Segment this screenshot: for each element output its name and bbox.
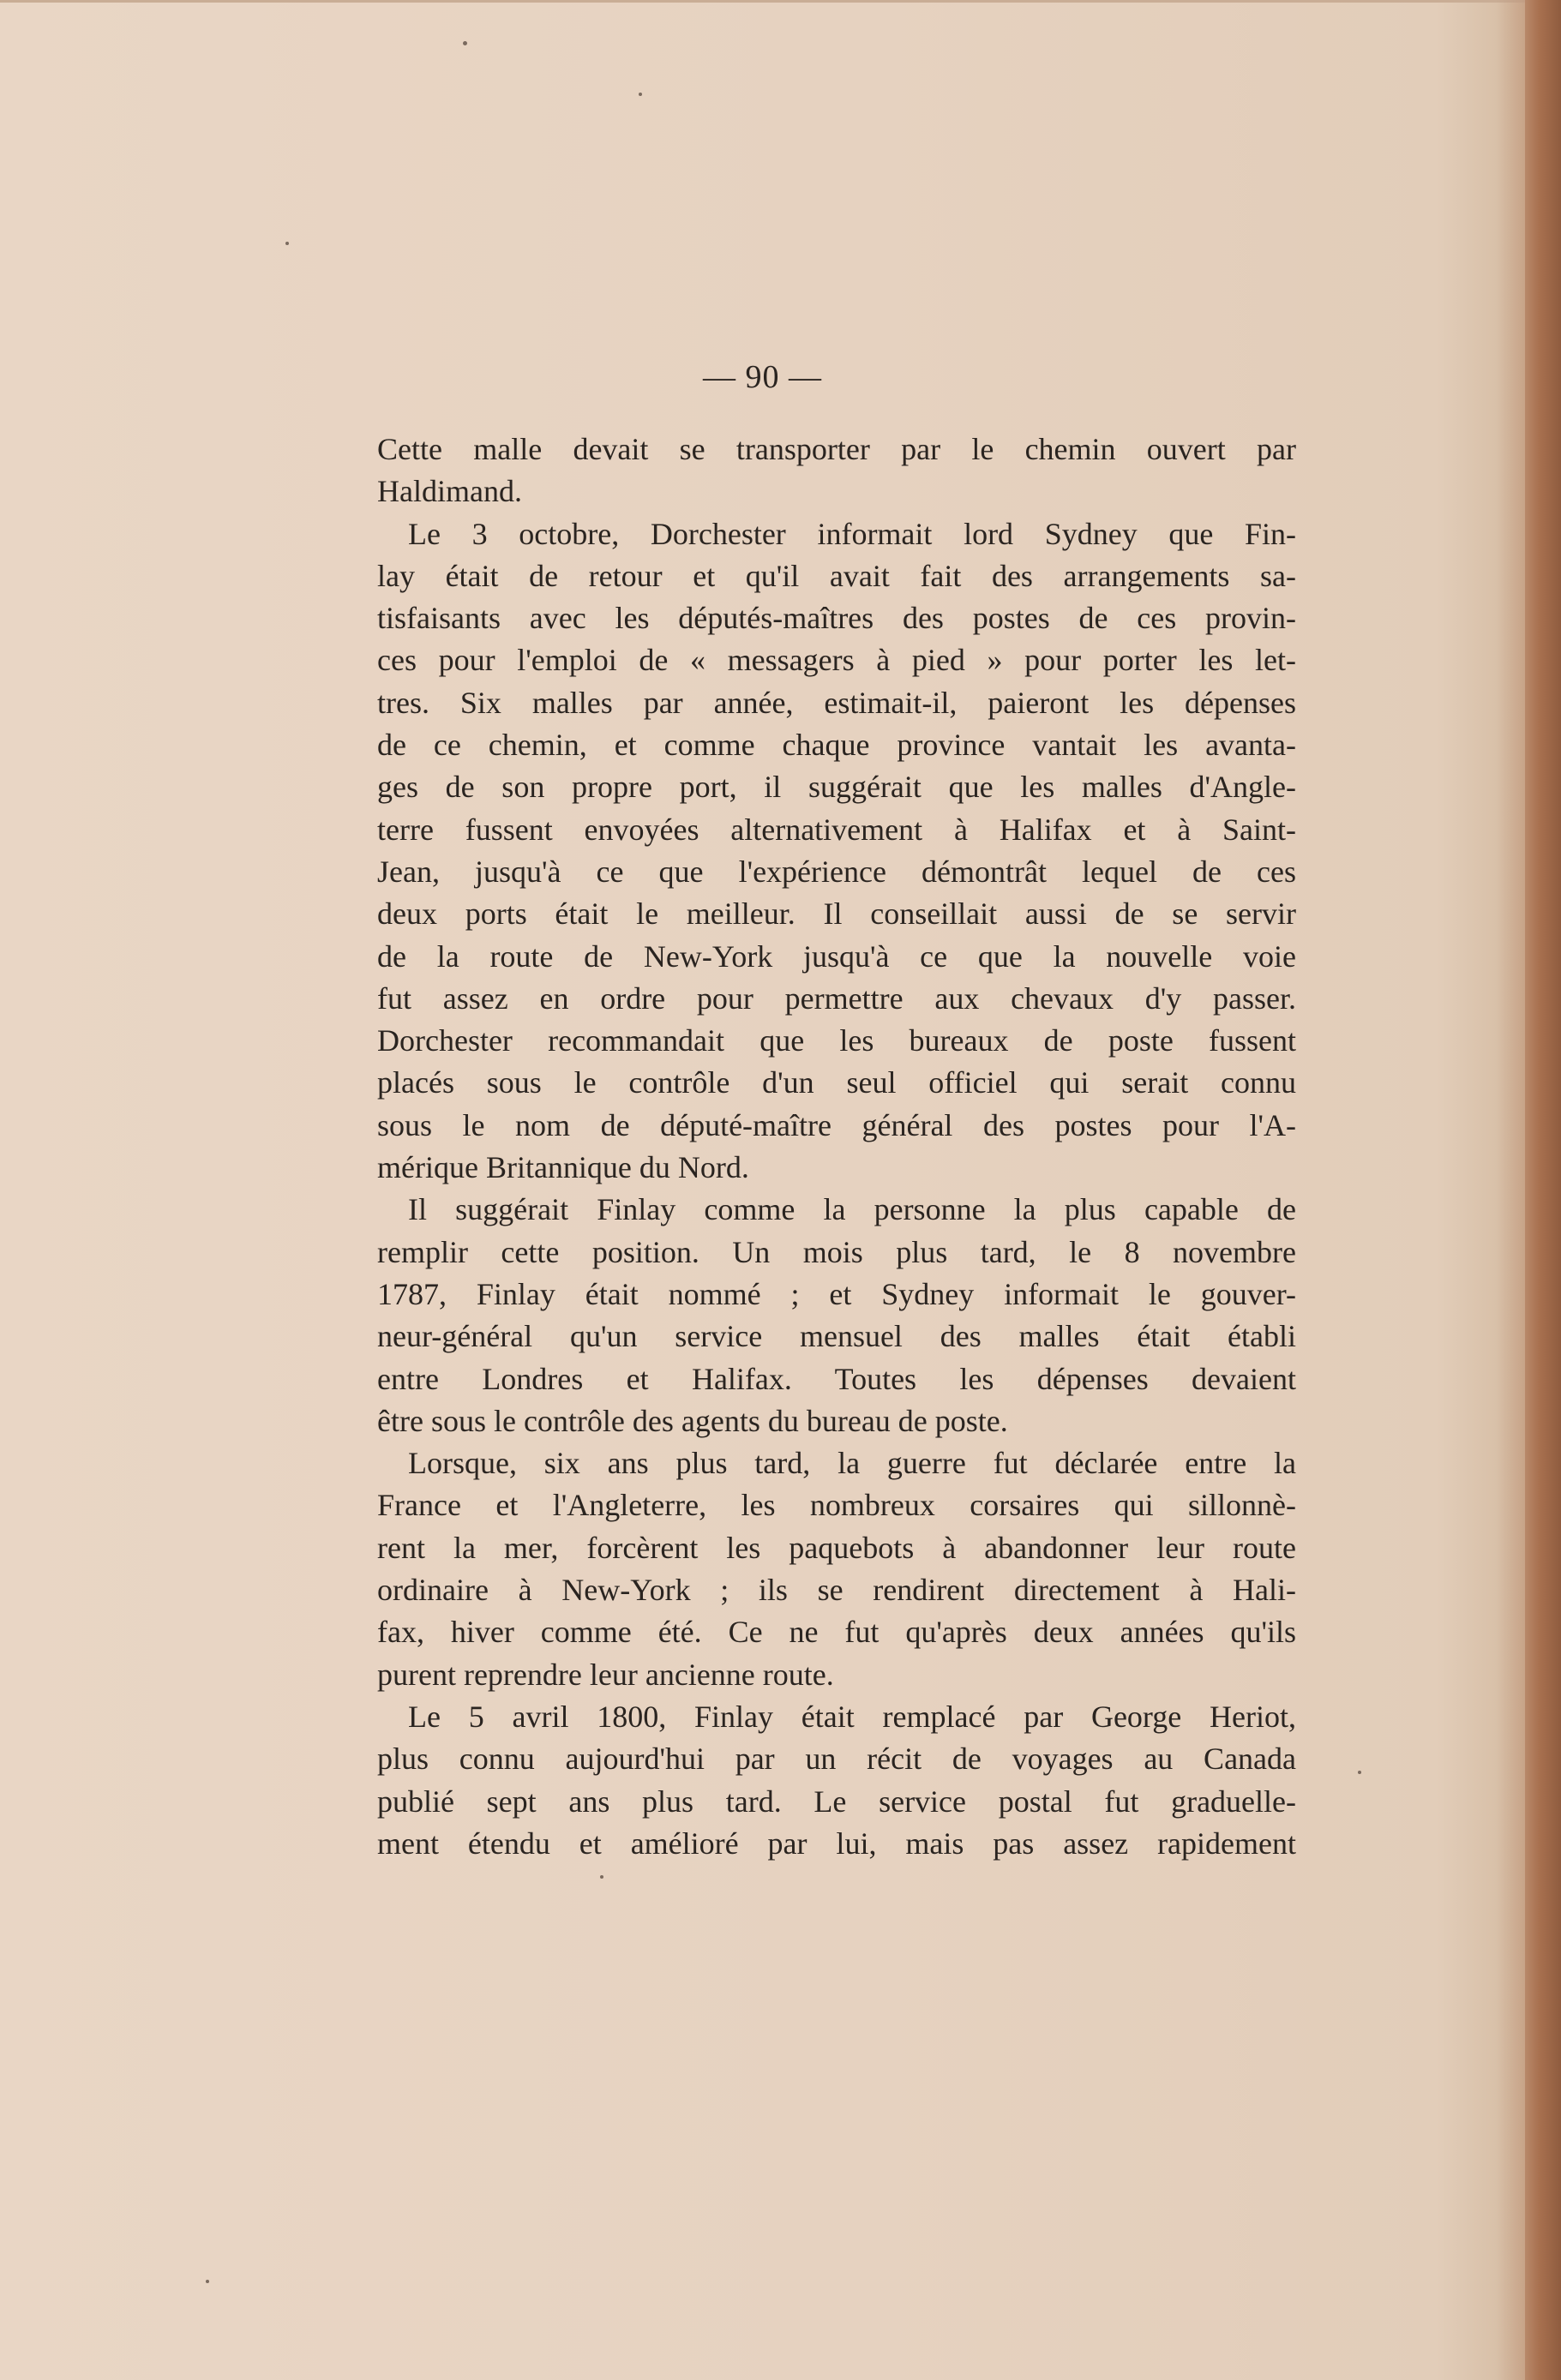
- text-line: Cette malle devait se transporter par le chemin ouvert par: [377, 432, 1296, 466]
- text-line: terre fussent envoyées alternativement à Halifax et à Saint-: [377, 812, 1296, 847]
- body-text: [377, 429, 1296, 1865]
- text-line: remplir cette position. Un mois plus tard, le 8 novembre: [377, 1234, 1296, 1269]
- binding-shadow: [1496, 0, 1525, 2380]
- paper-speck: [463, 41, 467, 45]
- paper-speck: [285, 242, 289, 245]
- paper-speck: [1358, 1771, 1361, 1774]
- text-line: sous le nom de député-maître général des postes pour l'A-: [377, 1107, 1296, 1142]
- text-line: purent reprendre leur ancienne route.: [377, 1657, 834, 1692]
- text-line: Le 5 avril 1800, Finlay était remplacé par George Heriot,: [408, 1699, 1296, 1734]
- text-line: de ce chemin, et comme chaque province vantait les avanta-: [377, 728, 1296, 763]
- text-line: neur-général qu'un service mensuel des malles était établi: [377, 1319, 1296, 1354]
- text-line: mérique Britannique du Nord.: [377, 1150, 749, 1185]
- page-edge: [1525, 0, 1561, 2380]
- paper-speck: [639, 93, 642, 96]
- text-line: tres. Six malles par année, estimait-il, paieront les dépenses: [377, 685, 1296, 720]
- page-number: — 90 —: [703, 359, 822, 395]
- text-line: plus connu aujourd'hui par un récit de voyages au Canada: [377, 1742, 1296, 1777]
- text-line: deux ports était le meilleur. Il conseillait aussi de se servir: [377, 896, 1296, 932]
- text-line: Le 3 octobre, Dorchester informait lord Sydney que Fin-: [408, 516, 1296, 551]
- text-line: ces pour l'emploi de « messagers à pied » pour porter les let-: [377, 643, 1296, 678]
- text-line: fax, hiver comme été. Ce ne fut qu'après deux années qu'ils: [377, 1615, 1296, 1650]
- text-line: Lorsque, six ans plus tard, la guerre fut déclarée entre la: [408, 1446, 1296, 1481]
- text-line: Il suggérait Finlay comme la personne la plus capable de: [408, 1192, 1296, 1227]
- text-line: Jean, jusqu'à ce que l'expérience démontrât lequel de ces: [377, 854, 1296, 889]
- text-line: Haldimand.: [377, 474, 522, 509]
- paper-speck: [206, 2280, 209, 2283]
- text-line: rent la mer, forcèrent les paquebots à abandonner leur route: [377, 1530, 1296, 1565]
- text-line: ordinaire à New-York ; ils se rendirent directement à Hali-: [377, 1573, 1296, 1608]
- text-line: publié sept ans plus tard. Le service postal fut graduelle-: [377, 1784, 1296, 1819]
- page-top-border: [0, 0, 1525, 3]
- text-line: placés sous le contrôle d'un seul officiel qui serait connu: [377, 1065, 1296, 1100]
- text-line: de la route de New-York jusqu'à ce que la nouvelle voie: [377, 938, 1296, 974]
- text-line: lay était de retour et qu'il avait fait des arrangements sa-: [377, 558, 1296, 593]
- text-line: Dorchester recommandait que les bureaux de poste fussent: [377, 1023, 1296, 1058]
- text-line: entre Londres et Halifax. Toutes les dépenses devaient: [377, 1361, 1296, 1396]
- text-line: France et l'Angleterre, les nombreux corsaires qui sillonnè-: [377, 1488, 1296, 1523]
- text-line: tisfaisants avec les députés-maîtres des postes de ces provin-: [377, 601, 1296, 636]
- text-line: ges de son propre port, il suggérait que les malles d'Angle-: [377, 770, 1296, 805]
- paper-speck: [600, 1875, 603, 1879]
- text-line: fut assez en ordre pour permettre aux chevaux d'y passer.: [377, 980, 1296, 1016]
- text-line: 1787, Finlay était nommé ; et Sydney informait le gouver-: [377, 1276, 1296, 1311]
- text-line: être sous le contrôle des agents du bureau de poste.: [377, 1403, 1008, 1438]
- text-line: ment étendu et amélioré par lui, mais pas assez rapidement: [377, 1825, 1296, 1861]
